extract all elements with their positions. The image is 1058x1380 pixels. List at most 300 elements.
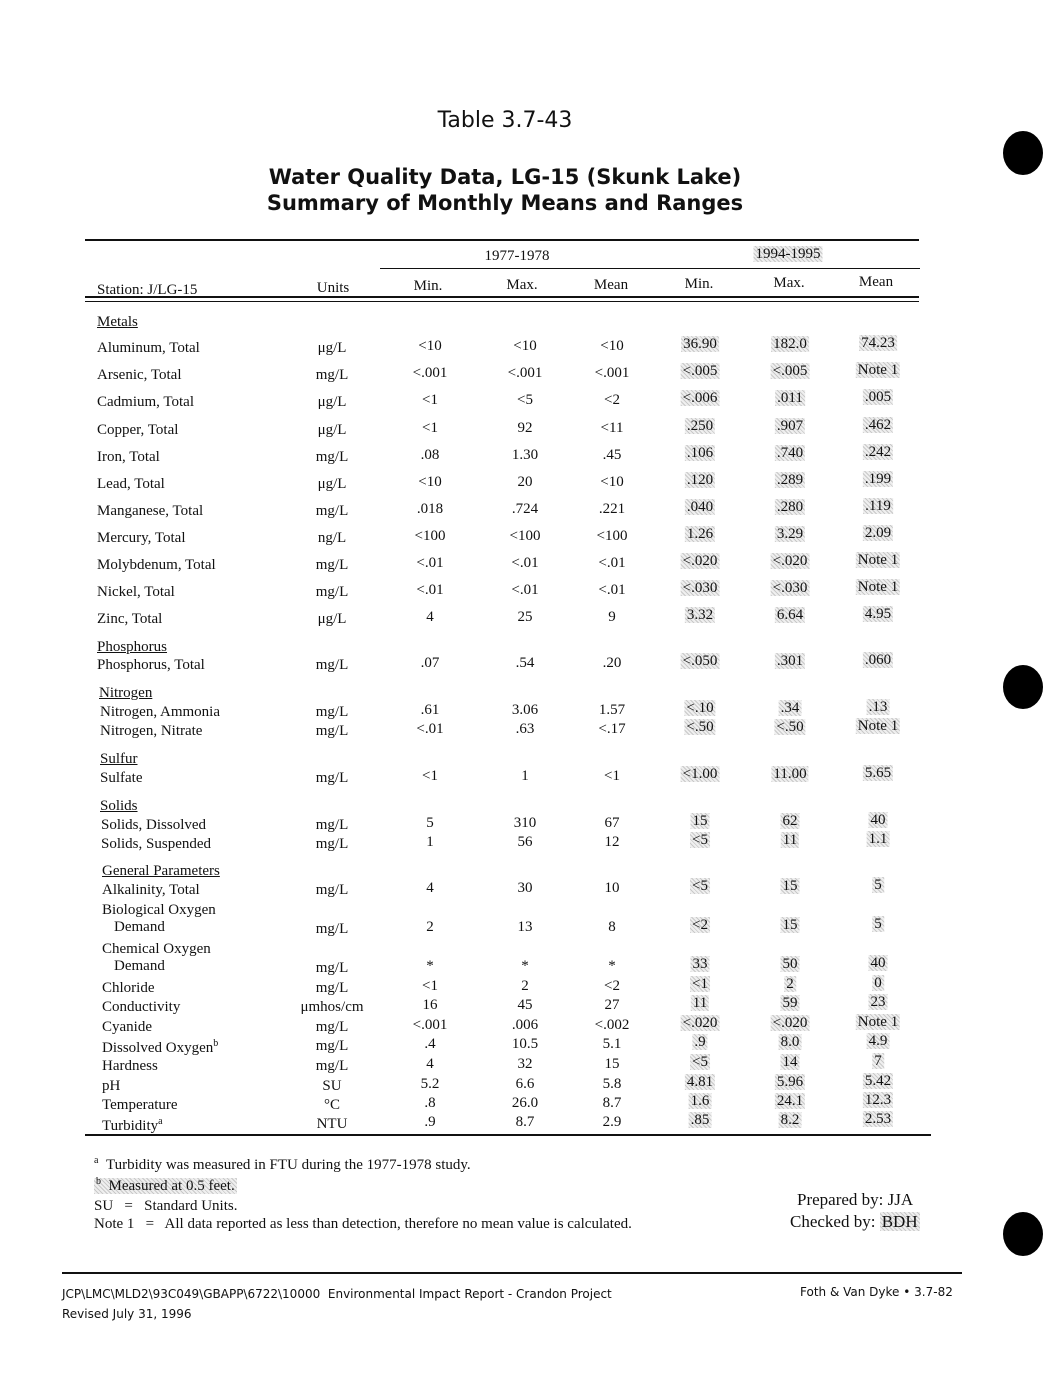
value-1994-cell bbox=[681, 363, 720, 380]
param-name bbox=[97, 394, 194, 411]
value-1977-cell: <10 bbox=[418, 474, 442, 490]
value-1977-cell: .20 bbox=[602, 655, 622, 671]
shaded-value: <.020 bbox=[772, 1015, 808, 1031]
units-cell: mg/L bbox=[315, 704, 349, 720]
value-1977-cell: 5.1 bbox=[602, 1036, 622, 1052]
value-1994-cell bbox=[863, 652, 893, 669]
value-1977-cell: .63 bbox=[515, 721, 535, 737]
footnote-marker: a bbox=[158, 1116, 163, 1127]
shaded-value: Note 1 bbox=[857, 579, 899, 595]
value-1977-cell: 310 bbox=[513, 815, 537, 831]
param-name-text: Nickel, Total bbox=[97, 584, 175, 600]
value-1977-cell: <.01 bbox=[416, 582, 444, 598]
shaded-value: 36.90 bbox=[683, 336, 717, 352]
value-1977-cell: <100 bbox=[596, 528, 628, 544]
param-name bbox=[102, 1019, 152, 1036]
param-name bbox=[97, 611, 162, 628]
shaded-value: .120 bbox=[686, 472, 714, 488]
units-cell: mg/L bbox=[315, 836, 349, 852]
value-1977-cell: <.17 bbox=[598, 721, 626, 737]
value-1994-cell bbox=[869, 994, 888, 1011]
param-name-text: Aluminum, Total bbox=[97, 340, 200, 356]
shaded-value: Note 1 bbox=[857, 1014, 899, 1030]
value-1977-cell: 2 bbox=[426, 919, 434, 935]
value-1977-cell: <100 bbox=[509, 528, 541, 544]
value-1977-cell: 56 bbox=[517, 834, 533, 850]
param-name bbox=[102, 980, 155, 997]
footer-bullet: • bbox=[903, 1285, 911, 1299]
value-1977-cell: 6.6 bbox=[515, 1076, 535, 1092]
footer-page-number: 3.7-82 bbox=[914, 1285, 953, 1299]
value-1977-cell: .221 bbox=[598, 501, 626, 517]
shaded-value: 15 bbox=[692, 813, 708, 829]
group-metals: Metals bbox=[97, 314, 138, 330]
value-1977-cell: 1.57 bbox=[598, 702, 626, 718]
param-name-line-2: Demand bbox=[114, 958, 165, 974]
param-name-text: Hardness bbox=[102, 1058, 158, 1074]
value-1994-cell bbox=[856, 362, 900, 379]
value-1977-cell: <.001 bbox=[507, 365, 543, 381]
value-1994-cell bbox=[685, 607, 715, 624]
units-cell: mg/L bbox=[315, 770, 349, 786]
value-1994-cell bbox=[681, 653, 720, 670]
shaded-value: 8.2 bbox=[780, 1112, 800, 1128]
value-1994-cell bbox=[690, 1054, 710, 1071]
param-name bbox=[97, 584, 175, 601]
param-name-text: Nitrogen, Ammonia bbox=[100, 704, 220, 720]
shaded-value: .040 bbox=[686, 499, 714, 515]
shaded-value: .250 bbox=[686, 418, 714, 434]
param-name-text: Chloride bbox=[102, 980, 155, 996]
param-name bbox=[97, 657, 205, 674]
shaded-value: 7 bbox=[874, 1053, 882, 1069]
value-1977-cell: 3.06 bbox=[511, 702, 539, 718]
value-1994-cell bbox=[689, 1112, 712, 1129]
value-1994-cell bbox=[685, 526, 715, 543]
value-1977-cell: .45 bbox=[602, 447, 622, 463]
value-1994-cell bbox=[681, 1015, 720, 1032]
units-cell: mg/L bbox=[315, 503, 349, 519]
shaded-value: 5 bbox=[874, 877, 882, 893]
footnote-b bbox=[94, 1176, 237, 1195]
value-1977-cell: <10 bbox=[600, 338, 624, 354]
value-1994-cell bbox=[771, 1015, 810, 1032]
punch-hole-3 bbox=[1003, 1212, 1043, 1256]
shaded-value: 1.26 bbox=[686, 526, 714, 542]
param-name bbox=[100, 770, 143, 787]
value-1977-cell: 9 bbox=[608, 609, 616, 625]
shaded-value: Note 1 bbox=[857, 552, 899, 568]
shaded-value: .13 bbox=[868, 699, 888, 715]
units-cell: °C bbox=[323, 1097, 341, 1113]
footnote-a bbox=[94, 1155, 471, 1174]
value-1994-cell bbox=[685, 1074, 715, 1091]
value-1994-cell bbox=[685, 445, 715, 462]
param-name bbox=[97, 476, 165, 493]
value-1977-cell: 45 bbox=[517, 997, 533, 1013]
param-name-text: Dissolved Oxygen bbox=[102, 1040, 214, 1056]
value-1994-cell bbox=[863, 444, 893, 461]
col-min-1977: Min. bbox=[413, 278, 443, 294]
units-cell: NTU bbox=[316, 1116, 348, 1132]
param-name bbox=[97, 530, 186, 547]
value-1994-cell bbox=[775, 418, 805, 435]
value-1994-cell bbox=[863, 498, 893, 515]
value-1977-cell: 8.7 bbox=[515, 1114, 535, 1130]
shaded-value: 3.32 bbox=[686, 607, 714, 623]
value-1994-cell bbox=[681, 580, 720, 597]
units-cell: mg/L bbox=[315, 817, 349, 833]
value-1994-cell bbox=[691, 813, 710, 830]
units-header: Units bbox=[316, 280, 350, 296]
value-1994-cell bbox=[784, 976, 796, 993]
value-1994-cell bbox=[781, 995, 800, 1012]
value-1977-cell: 92 bbox=[517, 420, 533, 436]
param-name-text: Iron, Total bbox=[97, 449, 160, 465]
shaded-value: <5 bbox=[692, 1054, 708, 1070]
shaded-value: 5.42 bbox=[864, 1073, 892, 1089]
col-mean-1977: Mean bbox=[593, 277, 629, 293]
value-1977-cell: 67 bbox=[604, 815, 620, 831]
value-1977-cell: .9 bbox=[424, 1114, 436, 1130]
shaded-value: <.020 bbox=[772, 553, 808, 569]
shaded-value: 5.96 bbox=[776, 1074, 804, 1090]
footnote-b-mark: b bbox=[96, 1176, 101, 1187]
units-cell: mg/L bbox=[315, 1058, 349, 1074]
value-1994-cell bbox=[863, 1073, 893, 1090]
value-1977-cell: 2.9 bbox=[602, 1114, 622, 1130]
shaded-value: 12.3 bbox=[864, 1092, 892, 1108]
shaded-value: .289 bbox=[776, 472, 804, 488]
shaded-value: .199 bbox=[864, 471, 892, 487]
value-1977-cell: 13 bbox=[517, 919, 533, 935]
value-1977-cell: <2 bbox=[604, 392, 620, 408]
value-1994-cell bbox=[779, 1034, 802, 1051]
table-title: Table 3.7-43 bbox=[437, 108, 573, 133]
param-name-text: Sulfate bbox=[100, 770, 143, 786]
param-name bbox=[97, 503, 203, 520]
footer-company: Foth & Van Dyke bbox=[800, 1285, 900, 1299]
value-1977-cell: .8 bbox=[424, 1095, 436, 1111]
value-1977-cell: <.001 bbox=[412, 365, 448, 381]
units-cell: mg/L bbox=[315, 657, 349, 673]
shaded-value: .106 bbox=[686, 445, 714, 461]
value-1994-cell bbox=[869, 812, 888, 829]
value-1977-cell: 10 bbox=[604, 880, 620, 896]
value-1994-cell bbox=[781, 956, 800, 973]
value-1977-cell: <.001 bbox=[594, 365, 630, 381]
shaded-value: 4.81 bbox=[686, 1074, 714, 1090]
footnote-marker: b bbox=[213, 1038, 219, 1049]
value-1994-cell bbox=[867, 1033, 890, 1050]
value-1994-cell bbox=[685, 472, 715, 489]
value-1977-cell: 30 bbox=[517, 880, 533, 896]
shaded-value: 15 bbox=[782, 917, 798, 933]
param-name-text: Phosphorus, Total bbox=[97, 657, 205, 673]
group-general-parameters: General Parameters bbox=[102, 863, 220, 879]
value-1977-cell: 1 bbox=[521, 768, 529, 784]
value-1994-cell bbox=[867, 831, 890, 848]
shaded-value: <.030 bbox=[682, 580, 718, 596]
value-1994-cell bbox=[781, 878, 800, 895]
shaded-value: 33 bbox=[692, 956, 708, 972]
shaded-value: 62 bbox=[782, 813, 798, 829]
value-1994-cell bbox=[863, 389, 893, 406]
col-max-1977: Max. bbox=[506, 277, 538, 293]
units-cell: μg/L bbox=[317, 476, 347, 492]
param-name-text: Conductivity bbox=[102, 999, 181, 1015]
shaded-value: .060 bbox=[864, 652, 892, 668]
param-name bbox=[97, 367, 182, 384]
param-name bbox=[101, 817, 206, 834]
shaded-value: 11.00 bbox=[773, 766, 807, 782]
value-1977-cell: <.01 bbox=[511, 555, 539, 571]
units-cell: mg/L bbox=[315, 367, 349, 383]
value-1994-cell bbox=[775, 526, 805, 543]
shaded-value: 59 bbox=[782, 995, 798, 1011]
param-name bbox=[97, 449, 160, 466]
shaded-value: 11 bbox=[782, 832, 798, 848]
value-1994-cell bbox=[872, 975, 884, 992]
value-1994-cell bbox=[775, 653, 805, 670]
shaded-value: 4.9 bbox=[868, 1033, 888, 1049]
value-1977-cell: 4 bbox=[426, 609, 434, 625]
param-name bbox=[102, 999, 180, 1016]
shaded-value: <.50 bbox=[776, 719, 804, 735]
shaded-value: .301 bbox=[776, 653, 804, 669]
value-1994-cell bbox=[690, 917, 710, 934]
param-name-text: Lead, Total bbox=[97, 476, 165, 492]
value-1977-cell: <1 bbox=[422, 768, 438, 784]
value-1977-cell: 5 bbox=[426, 815, 434, 831]
value-1977-cell: 1.30 bbox=[511, 447, 539, 463]
col-min-1994: Min. bbox=[684, 276, 714, 292]
value-1977-cell: 16 bbox=[422, 997, 438, 1013]
value-1977-cell: <1 bbox=[422, 392, 438, 408]
value-1994-cell bbox=[863, 417, 893, 434]
shaded-value: <.006 bbox=[682, 390, 718, 406]
units-cell: SU bbox=[322, 1078, 342, 1094]
footer-report: Environmental Impact Report - Crandon Project bbox=[327, 1287, 612, 1301]
param-name-text: Temperature bbox=[102, 1097, 178, 1113]
shaded-value: <.050 bbox=[682, 653, 718, 669]
value-1994-cell bbox=[781, 813, 800, 830]
param-name bbox=[102, 882, 200, 899]
units-cell: μg/L bbox=[317, 611, 347, 627]
value-1994-cell bbox=[681, 553, 720, 570]
value-1977-cell: <10 bbox=[600, 474, 624, 490]
value-1977-cell: 25 bbox=[517, 609, 533, 625]
value-1994-cell bbox=[863, 1111, 893, 1128]
value-1994-cell bbox=[856, 1014, 900, 1031]
period-1994-1995 bbox=[754, 246, 823, 263]
value-1994-cell bbox=[781, 832, 799, 849]
value-1977-cell: 8 bbox=[608, 919, 616, 935]
param-name-text: pH bbox=[102, 1078, 121, 1094]
value-1994-cell bbox=[863, 606, 893, 623]
param-name-text: Arsenic, Total bbox=[97, 367, 182, 383]
shaded-value: <2 bbox=[692, 917, 708, 933]
value-1977-cell: 27 bbox=[604, 997, 620, 1013]
units-cell: mg/L bbox=[315, 882, 349, 898]
shaded-value: .740 bbox=[776, 445, 804, 461]
value-1994-cell bbox=[863, 1092, 893, 1109]
value-1994-cell bbox=[775, 607, 805, 624]
units-cell: μg/L bbox=[317, 340, 347, 356]
footer-revised: Revised July 31, 1996 bbox=[62, 1307, 192, 1321]
value-1977-cell: .07 bbox=[420, 655, 440, 671]
value-1977-cell: 2 bbox=[521, 978, 529, 994]
value-1994-cell bbox=[771, 553, 810, 570]
col-mean-1994: Mean bbox=[858, 274, 894, 290]
value-1994-cell bbox=[774, 719, 805, 736]
value-1977-cell: .61 bbox=[420, 702, 440, 718]
param-name-text: Molybdenum, Total bbox=[97, 557, 216, 573]
value-1977-cell: 5.2 bbox=[420, 1076, 440, 1092]
shaded-value: <1 bbox=[692, 976, 708, 992]
param-name bbox=[101, 836, 211, 853]
value-1994-cell bbox=[856, 579, 900, 596]
value-1977-cell: 12 bbox=[604, 834, 620, 850]
shaded-value: 11 bbox=[692, 995, 708, 1011]
units-cell: μg/L bbox=[317, 394, 347, 410]
param-name-text: Nitrogen, Nitrate bbox=[100, 723, 203, 739]
value-1994-cell bbox=[775, 499, 805, 516]
value-1994-cell bbox=[692, 1034, 707, 1051]
value-1977-cell: <100 bbox=[414, 528, 446, 544]
shaded-value: Note 1 bbox=[857, 362, 899, 378]
value-1994-cell bbox=[771, 580, 810, 597]
shaded-value: .242 bbox=[864, 444, 892, 460]
value-1977-cell: <1 bbox=[422, 978, 438, 994]
shaded-value: 50 bbox=[782, 956, 798, 972]
prepared-by: Prepared by: JJA bbox=[797, 1190, 914, 1209]
param-name-text: Mercury, Total bbox=[97, 530, 186, 546]
shaded-value: .119 bbox=[865, 498, 891, 514]
value-1977-cell: .08 bbox=[420, 447, 440, 463]
shaded-value: .011 bbox=[777, 390, 803, 406]
checked-by bbox=[790, 1212, 920, 1232]
value-1994-cell bbox=[690, 832, 710, 849]
value-1977-cell: 4 bbox=[426, 880, 434, 896]
shaded-value: .85 bbox=[690, 1112, 710, 1128]
footnote-a-mark: a bbox=[94, 1155, 99, 1166]
shaded-value: 15 bbox=[782, 878, 798, 894]
shaded-value: 5 bbox=[874, 916, 882, 932]
value-1994-cell bbox=[775, 1093, 805, 1110]
shaded-value: 2.53 bbox=[864, 1111, 892, 1127]
value-1977-cell: <1 bbox=[422, 420, 438, 436]
units-cell: μmhos/cm bbox=[300, 999, 364, 1015]
shaded-value: 1.1 bbox=[868, 831, 888, 847]
value-1994-cell bbox=[779, 700, 802, 717]
param-name-text: Cyanide bbox=[102, 1019, 152, 1035]
shaded-value: 3.29 bbox=[776, 526, 804, 542]
shaded-value: 1.6 bbox=[690, 1093, 710, 1109]
shaded-value: 2 bbox=[786, 976, 794, 992]
param-name bbox=[102, 1058, 158, 1075]
footnote-su: SU = Standard Units. bbox=[94, 1198, 238, 1214]
group-phosphorus: Phosphorus bbox=[97, 639, 168, 655]
shaded-value: 40 bbox=[870, 955, 886, 971]
value-1977-cell: * bbox=[426, 958, 434, 974]
shaded-value: .34 bbox=[780, 700, 800, 716]
value-1977-cell: <.01 bbox=[511, 582, 539, 598]
shaded-value: 6.64 bbox=[776, 607, 804, 623]
value-1994-cell bbox=[685, 418, 715, 435]
value-1994-cell bbox=[771, 766, 808, 783]
value-1994-cell bbox=[771, 363, 810, 380]
footnote-note-1: Note 1 = All data reported as less than detection, therefore no mean value is calculated. bbox=[94, 1216, 632, 1232]
value-1994-cell bbox=[863, 765, 893, 782]
value-1994-cell bbox=[779, 1112, 802, 1129]
value-1977-cell: .4 bbox=[424, 1036, 436, 1052]
value-1977-cell: <.01 bbox=[416, 721, 444, 737]
shaded-value: <.005 bbox=[772, 363, 808, 379]
value-1994-cell bbox=[681, 336, 719, 353]
value-1977-cell: <5 bbox=[517, 392, 533, 408]
units-cell: mg/L bbox=[315, 557, 349, 573]
value-1994-cell bbox=[690, 878, 710, 895]
shaded-value: 40 bbox=[870, 812, 886, 828]
subtitle-line-1: Water Quality Data, LG-15 (Skunk Lake) bbox=[268, 165, 742, 189]
shaded-value: 74.23 bbox=[861, 335, 895, 351]
value-1977-cell: .018 bbox=[416, 501, 444, 517]
value-1977-cell: <.002 bbox=[594, 1017, 630, 1033]
value-1977-cell: * bbox=[521, 958, 529, 974]
shaded-value: .9 bbox=[694, 1034, 706, 1050]
shaded-value: 24.1 bbox=[776, 1093, 804, 1109]
value-1977-cell: .724 bbox=[511, 501, 539, 517]
footer-rule bbox=[62, 1272, 962, 1274]
value-1977-cell: <11 bbox=[600, 420, 624, 436]
value-1994-cell bbox=[775, 1074, 805, 1091]
shaded-value: <5 bbox=[692, 878, 708, 894]
param-name bbox=[100, 723, 202, 740]
shaded-value: 5.65 bbox=[864, 765, 892, 781]
value-1994-cell bbox=[775, 390, 805, 407]
value-1977-cell: <1 bbox=[604, 768, 620, 784]
shaded-value: .462 bbox=[864, 417, 892, 433]
units-cell: mg/L bbox=[315, 960, 349, 976]
param-name-line-1: Biological Oxygen bbox=[102, 902, 216, 918]
value-1977-cell: 20 bbox=[517, 474, 533, 490]
param-name-line-1: Chemical Oxygen bbox=[102, 941, 211, 957]
bottom-rule bbox=[85, 1134, 931, 1136]
shaded-value: Note 1 bbox=[857, 718, 899, 734]
units-cell: mg/L bbox=[315, 449, 349, 465]
value-1994-cell bbox=[690, 976, 710, 993]
value-1994-cell bbox=[872, 1053, 884, 1070]
footer-path: JCP\LMC\MLD2\93C049\GBAPP\6722\10000 bbox=[62, 1287, 321, 1301]
units-cell: μg/L bbox=[317, 422, 347, 438]
footnote-a-text: Turbidity was measured in FTU during the 1977-1978 study. bbox=[105, 1157, 471, 1173]
value-1994-cell bbox=[872, 877, 884, 894]
value-1994-cell bbox=[869, 955, 888, 972]
value-1994-cell bbox=[775, 445, 805, 462]
param-name bbox=[97, 557, 216, 574]
value-1977-cell: <10 bbox=[418, 338, 442, 354]
shaded-value: 23 bbox=[870, 994, 886, 1010]
param-name-text: Cadmium, Total bbox=[97, 394, 195, 410]
shaded-value: <.10 bbox=[686, 700, 714, 716]
punch-hole-2 bbox=[1003, 665, 1043, 709]
param-name bbox=[102, 902, 216, 936]
value-1977-cell: 10.5 bbox=[511, 1036, 539, 1052]
param-name-text: Solids, Dissolved bbox=[101, 817, 207, 833]
value-1977-cell: * bbox=[608, 958, 616, 974]
shaded-value: <.030 bbox=[772, 580, 808, 596]
